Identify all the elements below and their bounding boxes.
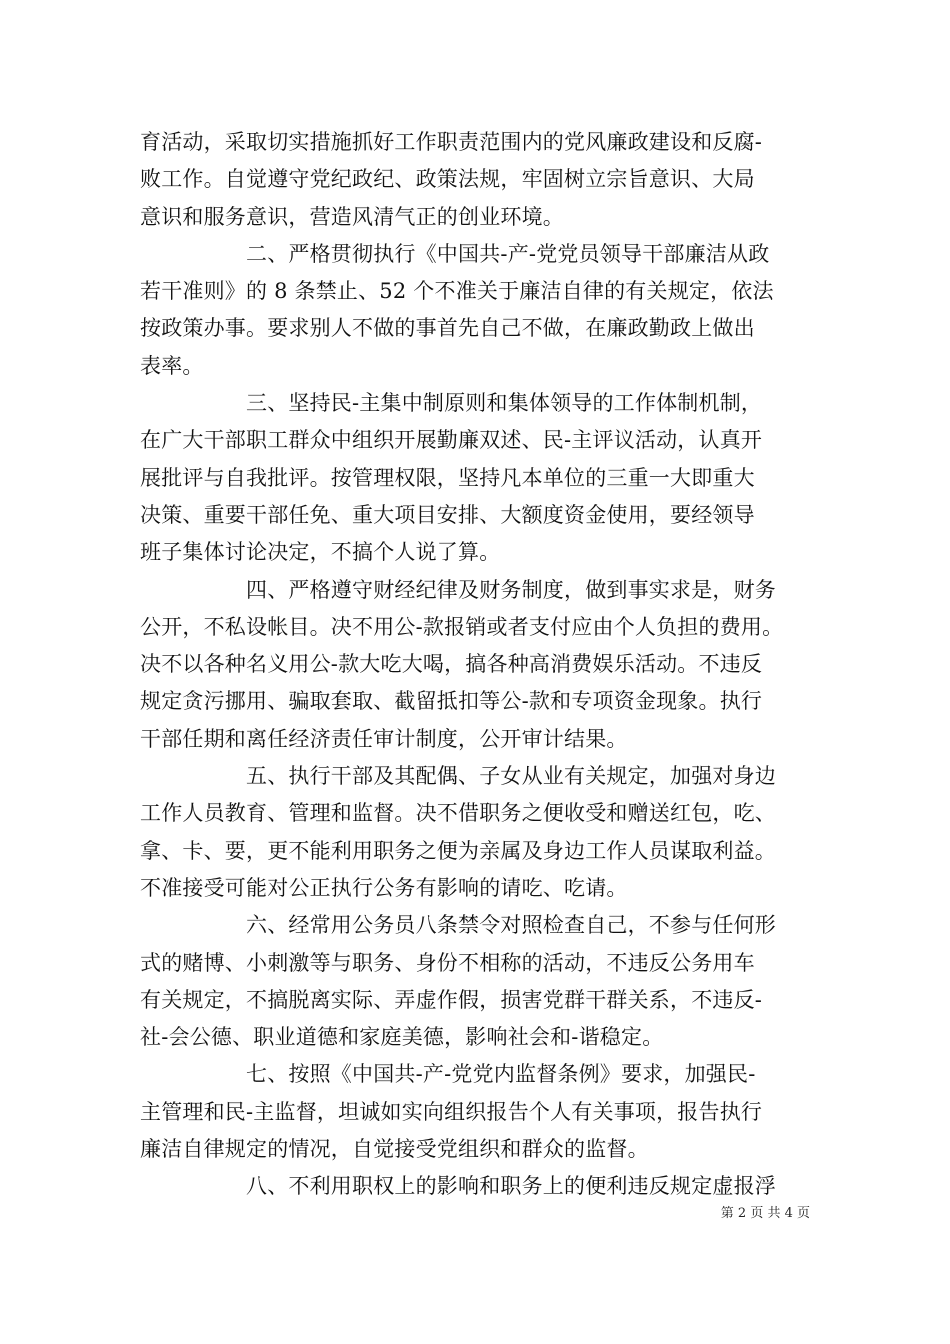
text-line: 廉洁自律规定的情况，自觉接受党组织和群众的监督。: [140, 1137, 649, 1162]
text-line: 拿、卡、要，更不能利用职务之便为亲属及身边工作人员谋取利益。: [140, 838, 776, 863]
text-line: 班子集体讨论决定，不搞个人说了算。: [140, 540, 501, 565]
text-line: 式的赌博、小刺激等与职务、身份不相称的活动，不违反公务用车: [140, 950, 755, 975]
text-line: 规定贪污挪用、骗取套取、截留抵扣等公-款和专项资金现象。执行: [140, 689, 763, 714]
text-line: 育活动，采取切实措施抓好工作职责范围内的党风廉政建设和反腐-: [140, 130, 763, 154]
text-line: 在广大干部职工群众中组织开展勤廉双述、民-主评议活动，认真开: [140, 428, 763, 453]
text-line: 二、严格贯彻执行《中国共-产-党党员领导干部廉洁从政: [140, 241, 770, 266]
text-line: 干部任期和离任经济责任审计制度，公开审计结果。: [140, 726, 628, 751]
text-line: 工作人员教育、管理和监督。决不借职务之便收受和赠送红包，吃、: [140, 801, 776, 826]
text-line: 七、按照《中国共-产-党党内监督条例》要求，加强民-: [140, 1062, 756, 1087]
text-line: 决不以各种名义用公-款大吃大喝，搞各种高消费娱乐活动。不违反: [140, 652, 763, 677]
text-line: 主管理和民-主监督，坦诚如实向组织报告个人有关事项，报告执行: [140, 1099, 763, 1124]
body-text: [140, 124, 820, 1206]
page-number-footer: 第 2 页 共 4 页: [720, 1206, 810, 1221]
text-line: 按政策办事。要求别人不做的事首先自己不做，在廉政勤政上做出: [140, 316, 755, 341]
text-line: 表率。: [140, 353, 204, 378]
text-line: 公开，不私设帐目。决不用公-款报销或者支付应由个人负担的费用。: [140, 614, 784, 639]
text-line: 四、严格遵守财经纪律及财务制度，做到事实求是，财务: [140, 577, 776, 602]
text-line: 意识和服务意识，营造风清气正的创业环境。: [140, 204, 564, 229]
text-line: 决策、重要干部任免、重大项目安排、大额度资金使用，要经领导: [140, 502, 755, 527]
text-line: 五、执行干部及其配偶、子女从业有关规定，加强对身边: [140, 764, 776, 789]
text-line: 八、不利用职权上的影响和职务上的便利违反规定虚报浮: [140, 1174, 776, 1199]
text-line: 三、坚持民-主集中制原则和集体领导的工作体制机制，: [140, 391, 763, 416]
text-line: 若干准则》的 8 条禁止、52 个不准关于廉洁自律的有关规定，依法: [140, 279, 774, 304]
text-line: 展批评与自我批评。按管理权限，坚持凡本单位的三重一大即重大: [140, 465, 755, 490]
text-line: 六、经常用公务员八条禁令对照检查自己，不参与任何形: [140, 913, 776, 938]
text-line: 败工作。自觉遵守党纪政纪、政策法规，牢固树立宗旨意识、大局: [140, 167, 755, 192]
text-line: 有关规定，不搞脱离实际、弄虚作假，损害党群干群关系，不违反-: [140, 987, 763, 1012]
text-line: 社-会公德、职业道德和家庭美德，影响社会和-谐稳定。: [140, 1025, 664, 1050]
text-line: 不准接受可能对公正执行公务有影响的请吃、吃请。: [140, 875, 628, 900]
